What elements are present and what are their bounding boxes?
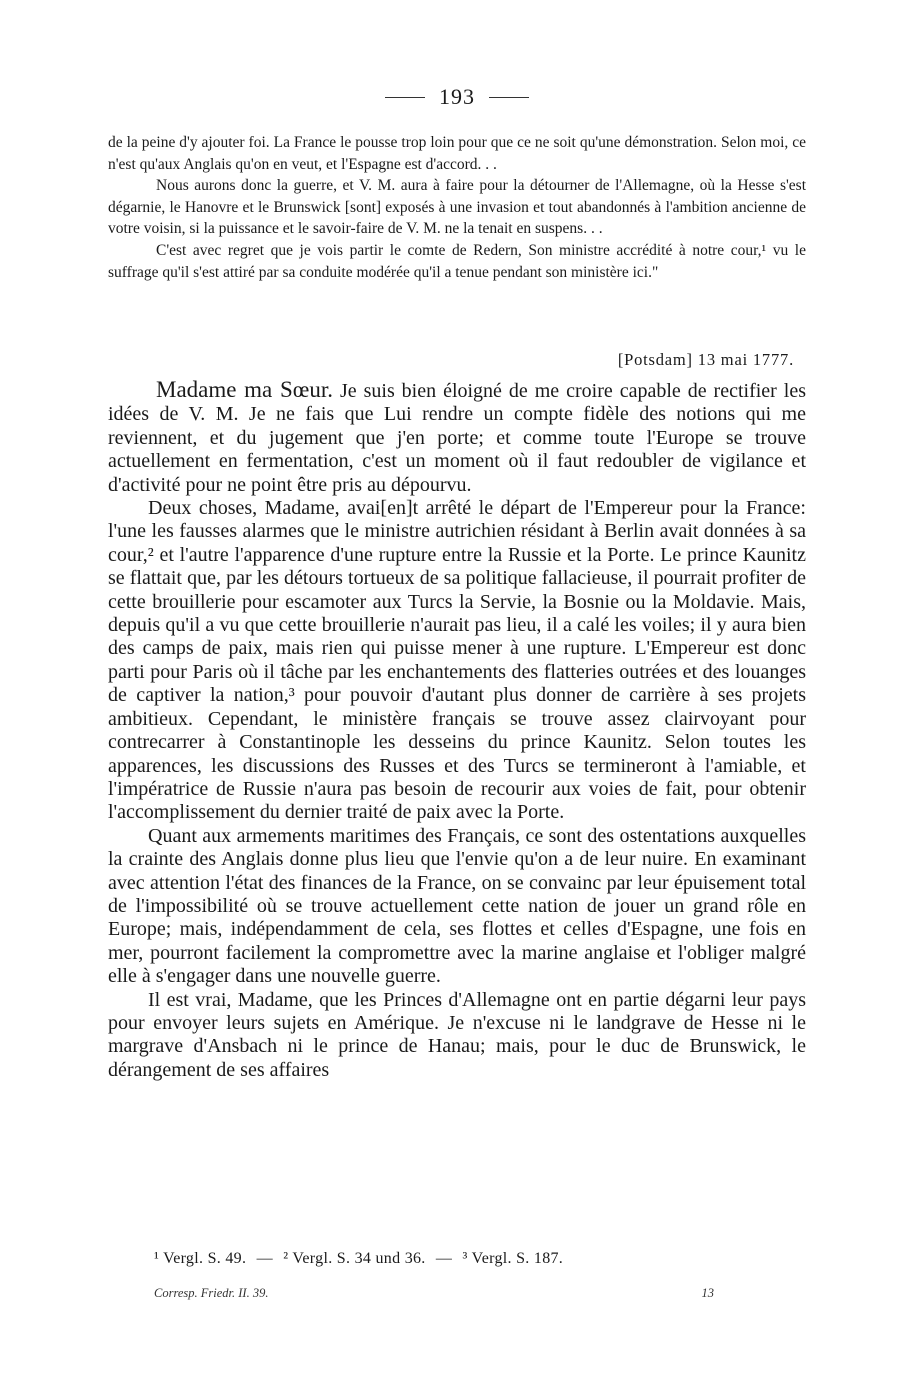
quote-paragraph: de la peine d'y ajouter foi. La France le pousse trop loin pour que ce ne soit qu'une démonstration. Selon moi, ce n'est qu'aux Anglais qu'on en veut, et l'Espagne est d'accord. . . (108, 134, 806, 173)
footnote: ³ Vergl. S. 187. (462, 1250, 564, 1267)
letter-paragraph (108, 378, 806, 497)
footnote-separator: — (435, 1250, 453, 1267)
dateline: [Potsdam] 13 mai 1777. (617, 350, 794, 369)
letter-paragraph: Deux choses, Madame, avai[en]t arrêté le départ de l'Empereur pour la France: l'une les fausses alarmes que le ministre autrichien résidant à Berlin avait données à sa cour,² et l'autre l'apparence d'une rupture entre la Russie et la Porte. Le prince Kaunitz se flattait que, par les détours tortueux de sa politique fallacieuse, il pourrait profiter de cette brouillerie pour escamoter aux Turcs la Servie, la Bosnie ou la Moldavie. Mais, depuis qu'il a vu que cette brouillerie n'aurait pas lieu, il a calé les voiles; il y aura bien des camps de paix, mais rien qui puisse mener à une rupture. L'Empereur est donc parti pour Paris où il tâche par les enchantements des flatteries outrées et des louanges de captiver la nation,³ pour pouvoir d'autant plus donner de carrière à ses projets ambitieux. Cependant, le ministère français se trouve assez clairvoyant pour contrecarrer à Constantinople les desseins du prince Kaunitz. Selon toutes les apparences, les discussions des Russes et des Turcs se termineront à l'amiable, et l'impératrice de Russie n'aura pas besoin de recourir aux voies de fait, pour obtenir l'accomplissement du dernier traité de paix avec la Porte. (108, 497, 806, 824)
header-rule-right (489, 97, 529, 98)
quoted-letter-excerpt (108, 132, 806, 283)
header-rule-left (385, 97, 425, 98)
footnote-separator: — (256, 1250, 273, 1267)
footnotes (154, 1250, 563, 1268)
letter-paragraph: Quant aux armements maritimes des Français, ce sont des ostentations auxquelles la crainte des Anglais donne plus lieu que l'envie qu'on a de leur nuire. En examinant avec attention l'état des finances de la France, on se convainc par leur épuisement total de l'impossibilité où se trouve actuellement cette nation de jouer un grand rôle en Europe; mais, indépendamment de cela, ses flottes et celles d'Espagne, une fois en mer, pourront facilement la compromettre avec la marine anglaise et l'obliger malgré elle à s'engager dans une nouvelle guerre. (108, 824, 806, 988)
quote-paragraph: C'est avec regret que je vois partir le comte de Redern, Son ministre accrédité à notre cour,¹ vu le suffrage qu'il s'est attiré par sa conduite modérée qu'il a tenue pendant son ministère ici." (108, 241, 806, 281)
footnote: ¹ Vergl. S. 49. (154, 1250, 247, 1267)
page-footer (154, 1286, 714, 1301)
quote-paragraph: Nous aurons donc la guerre, et V. M. aura à faire pour la détourner de l'Allemagne, où la Hesse s'est dégarnie, le Hanovre et le Brunswick [sont] exposés à une invasion et tout abandonnés à l'ambition ancienne de votre voisin, si la puissance et le savoir-faire de V. M. ne la tenait en suspens. . . (108, 177, 806, 238)
page-header (108, 84, 806, 110)
page-number: 193 (439, 84, 475, 109)
letter-paragraph: Il est vrai, Madame, que les Princes d'Allemagne ont en partie dégarni leur pays pour envoyer leurs sujets en Amérique. Je n'excuse ni le landgrave de Hesse ni le margrave d'Ansbach ni le prince de Hanau; mais, pour le duc de Brunswick, le dérangement de ses affaires (108, 988, 806, 1081)
salutation: Madame ma Sœur. (156, 377, 334, 402)
signature-mark: Corresp. Friedr. II. 39. (154, 1286, 269, 1300)
letter-body (108, 378, 806, 1082)
footnote: ² Vergl. S. 34 und 36. (283, 1250, 426, 1267)
sheet-number: 13 (701, 1286, 714, 1300)
letter-paragraph-text: Je suis bien éloigné de me croire capable de rectifier les idées de V. M. Je ne fais que Lui rendre un compte fidèle des notions qui me reviennent, et du jugement que j'en porte; et comme toute l'Europe se trouve actuellement en fermentation, c'est un moment où il faut redoubler de vigilance et d'activité pour ne point être pris au dépourvu. (108, 380, 807, 496)
